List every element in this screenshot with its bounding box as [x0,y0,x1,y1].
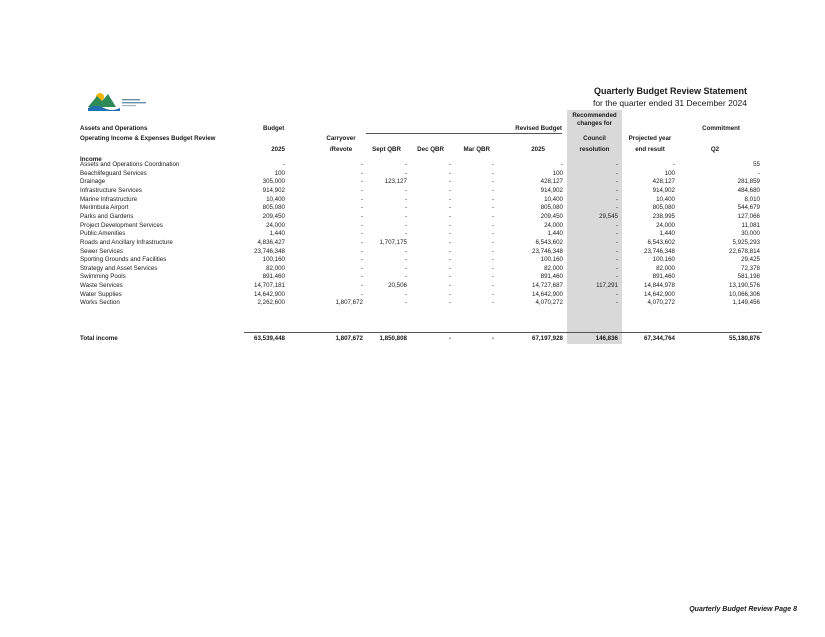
cell-carry: - [360,256,363,264]
cell-revised: 100,160 [540,256,563,264]
cell-revised: 24,000 [544,221,563,229]
cell-sept: - [404,221,407,229]
cell-dec: - [448,186,451,194]
commitment-q2-header: Q2 [710,146,720,153]
cell-mar: - [491,273,494,281]
cell-mar: - [491,264,494,272]
cell-budget: 23,746,348 [254,247,285,255]
total-divider [244,332,762,333]
cell-rec: 29,545 [599,212,618,220]
cell-rec: - [615,221,618,229]
row-label: Sporting Grounds and Facilities [80,256,167,264]
cell-carry: - [360,290,363,298]
cell-commit: 1,149,456 [732,299,760,307]
cell-commit: 5,925,293 [732,238,760,246]
cell-dec: - [448,212,451,220]
section-label: Assets and Operations [80,125,148,132]
revised-year-header: 2025 [531,146,545,153]
cell-dec: - [448,178,451,186]
cell-commit: 29,425 [741,256,760,264]
row-label: Sewer Services [80,247,123,255]
cell-mar: - [491,238,494,246]
cell-dec: - [448,299,451,307]
cell-proj: 238,995 [652,212,675,220]
cell-rec: - [615,247,618,255]
cell-sept: 123,127 [384,178,407,186]
cell-dec: - [448,247,451,255]
cell-rec: - [615,178,618,186]
cell-sept: 1,707,175 [379,238,407,246]
cell-dec: - [448,282,451,290]
page-title: Quarterly Budget Review Statement [593,86,747,96]
cell-budget: 82,000 [266,264,285,272]
row-label: Infrastructure Services [80,186,142,194]
sept-qbr-header: Sept QBR [372,146,401,153]
cell-dec: - [448,238,451,246]
cell-mar: - [491,256,494,264]
cell-budget: 305,000 [262,178,285,186]
total-revised: 67,197,928 [532,335,563,342]
recommended-header-3: Council [583,135,606,142]
cell-dec: - [448,221,451,229]
cell-commit: 544,679 [737,204,760,212]
cell-commit: 13,190,576 [729,282,760,290]
table-row [80,160,760,169]
cell-dec: - [448,256,451,264]
cell-carry: - [360,204,363,212]
carryover-header: Carryover [326,135,356,142]
cell-mar: - [491,178,494,186]
cell-commit: 30,000 [741,230,760,238]
cell-budget: 2,262,600 [257,299,285,307]
cell-commit: 281,859 [737,178,760,186]
cell-sept: - [404,169,407,177]
cell-revised: 82,000 [544,264,563,272]
cell-commit: 581,198 [737,273,760,281]
total-dec: - [448,335,451,342]
recommended-header-4: resolution [579,146,610,153]
cell-revised: 4,070,272 [535,299,563,307]
cell-proj: 428,127 [652,178,675,186]
qbr-group-divider [366,133,562,134]
cell-carry: - [360,264,363,272]
cell-sept: - [404,264,407,272]
total-sept: 1,850,808 [379,335,407,342]
cell-mar: - [491,212,494,220]
cell-revised: 209,450 [540,212,563,220]
row-label: Swimming Pools [80,273,126,281]
total-carryover: 1,807,672 [335,335,363,342]
cell-budget: 209,450 [262,212,285,220]
page-subtitle: for the quarter ended 31 December 2024 [592,98,747,108]
cell-carry: - [360,161,363,168]
revised-budget-header: Revised Budget [515,125,562,132]
cell-commit: 22,678,814 [729,247,760,255]
page-footer: Quarterly Budget Review Page 8 [689,606,797,613]
table-row [80,264,760,273]
table-row [80,221,760,230]
cell-carry: - [360,282,363,290]
cell-proj: 891,460 [652,273,675,281]
cell-carry: - [360,247,363,255]
table-row [80,272,760,281]
cell-dec: - [448,290,451,298]
cell-proj: 14,642,900 [644,290,675,298]
total-budget: 63,539,448 [254,335,285,342]
table-row [80,169,760,178]
cell-proj: 6,543,602 [647,238,675,246]
total-commitment: 55,180,876 [729,335,760,342]
cell-sept: - [404,230,407,238]
cell-dec: - [448,230,451,238]
cell-mar: - [491,221,494,229]
cell-proj: 1,440 [659,230,675,238]
total-recommended: 146,836 [595,335,618,342]
cell-revised: 891,460 [540,273,563,281]
cell-proj: 805,080 [652,204,675,212]
cell-mar: - [491,186,494,194]
cell-carry: - [360,212,363,220]
row-label: Works Section [80,299,120,307]
cell-commit: 127,066 [737,212,760,220]
cell-revised: 14,642,900 [532,290,563,298]
cell-mar: - [491,290,494,298]
cell-revised: 23,746,348 [532,247,563,255]
cell-revised: 100 [552,169,563,177]
cell-mar: - [491,161,494,168]
cell-revised: 428,127 [540,178,563,186]
cell-carry: - [360,221,363,229]
cell-rec: - [615,169,618,177]
cell-dec: - [448,273,451,281]
cell-revised: 14,727,687 [532,282,563,290]
cell-sept: - [404,299,407,307]
cell-budget: - [282,161,285,168]
projected-header-1: Projected year [628,135,672,142]
cell-mar: - [491,169,494,177]
cell-revised: - [560,161,563,168]
cell-dec: - [448,264,451,272]
cell-commit: 8,010 [744,195,760,203]
table-row [80,238,760,247]
cell-carry: - [360,273,363,281]
row-label: Roads and Ancillary Infrastructure [80,238,173,246]
cell-sept: - [404,204,407,212]
total-income-row [80,334,760,343]
council-logo [86,90,160,112]
cell-budget: 1,440 [269,230,285,238]
cell-budget: 914,902 [262,186,285,194]
cell-commit: 484,680 [737,186,760,194]
cell-rec: - [615,195,618,203]
cell-revised: 10,400 [544,195,563,203]
row-label: Parks and Gardens [80,212,134,220]
cell-proj: 14,844,978 [644,282,675,290]
cell-commit: - [757,169,760,177]
cell-carry: - [360,230,363,238]
cell-carry: 1,807,672 [335,299,363,307]
row-label: Waste Services [80,282,123,290]
cell-sept: - [404,290,407,298]
row-label: Marine Infrastructure [80,195,138,203]
cell-carry: - [360,238,363,246]
cell-rec: - [615,256,618,264]
table-row [80,195,760,204]
cell-rec: - [615,273,618,281]
total-label: Total income [80,335,118,342]
cell-carry: - [360,169,363,177]
cell-sept: 20,506 [388,282,407,290]
table-row [80,281,760,290]
cell-proj: 100 [664,169,675,177]
cell-budget: 805,080 [262,204,285,212]
row-label: Water Supplies [80,290,122,298]
cell-revised: 1,440 [547,230,563,238]
cell-sept: - [404,212,407,220]
cell-mar: - [491,299,494,307]
cell-budget: 14,707,181 [254,282,285,290]
cell-proj: 100,160 [652,256,675,264]
cell-budget: 10,400 [266,195,285,203]
table-row [80,255,760,264]
cell-rec: - [615,264,618,272]
cell-proj: 23,746,348 [644,247,675,255]
cell-sept: - [404,161,407,168]
cell-sept: - [404,273,407,281]
projected-header-2: end result [635,146,665,153]
dec-qbr-header: Dec QBR [417,146,444,153]
cell-rec: - [615,299,618,307]
row-label: Project Development Services [80,221,163,229]
cell-carry: - [360,195,363,203]
table-row [80,186,760,195]
cell-commit: 72,378 [741,264,760,272]
table-row [80,247,760,256]
table-row [80,177,760,186]
table-row [80,229,760,238]
cell-rec: - [615,186,618,194]
cell-mar: - [491,282,494,290]
cell-sept: - [404,186,407,194]
recommended-header-2: changes for [576,120,613,127]
table-row [80,290,760,299]
revote-header: /Revote [329,146,353,153]
total-projected: 67,344,764 [644,335,675,342]
cell-mar: - [491,195,494,203]
recommended-header-1: Recommended [572,112,617,119]
table-row [80,212,760,221]
total-mar: - [491,335,494,342]
cell-rec: - [615,290,618,298]
cell-revised: 914,902 [540,186,563,194]
cell-sept: - [404,247,407,255]
cell-budget: 100 [274,169,285,177]
budget-header: Budget [263,125,285,132]
row-label: Beachlifeguard Services [80,169,147,177]
cell-proj: 4,070,272 [647,299,675,307]
cell-proj: 914,902 [652,186,675,194]
cell-commit: 55 [753,161,760,168]
cell-revised: 6,543,602 [535,238,563,246]
cell-budget: 14,642,900 [254,290,285,298]
budget-year-header: 2025 [271,146,285,153]
row-label: Assets and Operations Coordination [80,161,180,168]
cell-dec: - [448,161,451,168]
cell-dec: - [448,195,451,203]
row-label: Strategy and Asset Services [80,264,158,272]
mar-qbr-header: Mar QBR [463,146,490,153]
cell-rec: - [615,161,618,168]
report-name-label: Operating Income & Expenses Budget Review [80,135,216,142]
row-label: Drainage [80,178,106,186]
commitment-header: Commitment [702,125,740,132]
cell-commit: 11,081 [741,221,760,229]
cell-carry: - [360,178,363,186]
cell-dec: - [448,204,451,212]
cell-rec: - [615,230,618,238]
cell-proj: - [672,161,675,168]
cell-mar: - [491,247,494,255]
row-label: Public Amenities [80,230,126,238]
cell-proj: 82,000 [656,264,675,272]
income-section-heading: Income [80,156,102,163]
cell-budget: 891,460 [262,273,285,281]
cell-carry: - [360,186,363,194]
cell-mar: - [491,230,494,238]
cell-dec: - [448,169,451,177]
row-label: Merimbula Airport [80,204,129,212]
cell-mar: - [491,204,494,212]
cell-budget: 4,836,427 [257,238,285,246]
cell-budget: 24,000 [266,221,285,229]
cell-rec: 117,291 [596,282,618,290]
cell-proj: 24,000 [656,221,675,229]
table-row [80,298,760,307]
cell-sept: - [404,195,407,203]
cell-proj: 10,400 [656,195,675,203]
cell-sept: - [404,256,407,264]
cell-rec: - [615,204,618,212]
cell-budget: 100,160 [262,256,285,264]
table-row [80,203,760,212]
cell-revised: 805,080 [540,204,563,212]
cell-commit: 10,066,306 [729,290,760,298]
cell-rec: - [615,238,618,246]
